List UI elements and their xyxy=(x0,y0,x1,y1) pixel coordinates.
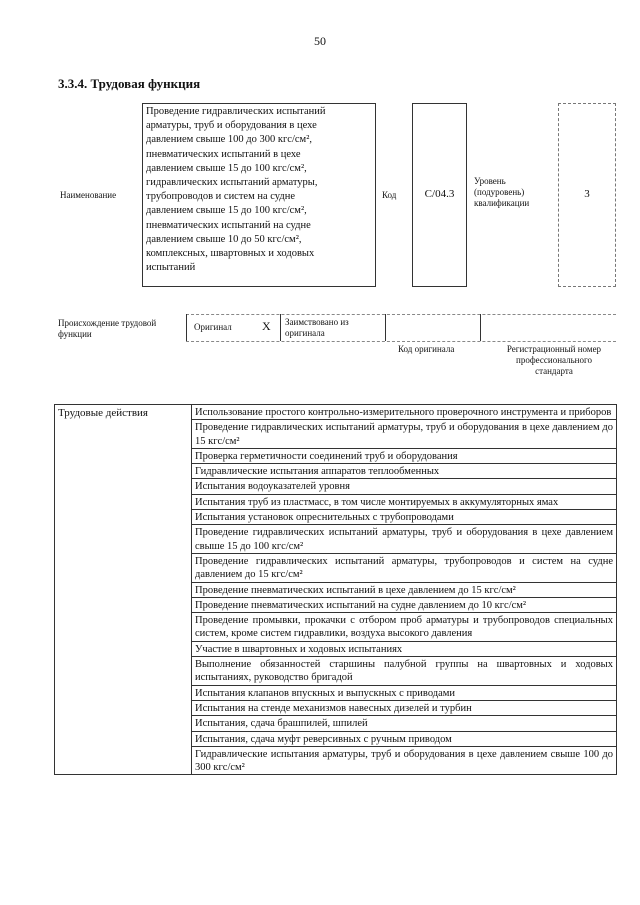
labor-action-row xyxy=(55,405,617,420)
original-label: Оригинал xyxy=(194,322,232,332)
borrowed-label: Заимствовано из оригинала xyxy=(285,317,349,338)
labor-action-text: Испытания труб из пластмасс, в том числе монтируемых в аккумуляторных ямах xyxy=(192,494,617,509)
reg-number-caption: Регистрационный номер профессионального стандарта xyxy=(506,344,602,376)
labor-actions-table xyxy=(54,404,617,775)
level-value: 3 xyxy=(584,188,590,200)
page-number: 50 xyxy=(314,34,326,48)
labor-action-text: Испытания водоуказателей уровня xyxy=(192,479,617,494)
labor-action-text: Проведение гидравлических испытаний арматуры, труб и оборудования в цехе давлением до 15 кгс/см² xyxy=(192,420,617,449)
labor-action-text: Испытания на стенде механизмов навесных дизелей и турбин xyxy=(192,700,617,715)
origin-label: Происхождение трудовой функции xyxy=(58,318,157,339)
labor-action-text: Гидравлические испытания арматуры, труб и оборудования в цехе давлением свыше 100 до 300 кгс/см² xyxy=(192,746,617,775)
level-box xyxy=(558,103,616,287)
labor-action-text: Проведение гидравлических испытаний арматуры, трубопроводов и систем на судне давлением до 15 кгс/см² xyxy=(192,553,617,582)
labor-action-text: Проведение пневматических испытаний на судне давлением до 10 кгс/см² xyxy=(192,597,617,612)
level-label: Уровень (подуровень) квалификации xyxy=(474,176,530,208)
code-original-caption: Код оригинала xyxy=(398,344,455,354)
labor-action-text: Испытания установок опреснительных с трубопроводами xyxy=(192,510,617,525)
labor-action-text: Использование простого контрольно-измерительного проверочного инструмента и приборов xyxy=(192,405,617,420)
original-mark: X xyxy=(262,319,271,333)
labor-action-text: Проведение пневматических испытаний в цехе давлением до 15 кгс/см² xyxy=(192,582,617,597)
name-box xyxy=(142,103,376,287)
name-text: Проведение гидравлических испытаний арматуры, труб и оборудования в цехе давлением свыше 100 до 300 кгс/см², пневматических испытаний в цехе давлением свыше 15 до 100 кгс/см², гидравлических испытаний арматуры, трубопроводов и систем на судне давлением свыше 15 до 100 кгс/см², пневматических испытаний на судне давлением свыше 10 до 50 кгс/см², комплексных, швартовных и ходовых испытаний xyxy=(146,106,326,274)
labor-action-text: Проведение промывки, прокачки с отбором проб арматуры и трубопроводов специальных систем, кроме систем гидравлики, воздуха высокого давления xyxy=(192,613,617,642)
code-label: Код xyxy=(382,190,397,200)
section-title: 3.3.4. Трудовая функция xyxy=(58,76,201,91)
name-label: Наименование xyxy=(60,190,117,200)
labor-action-text: Участие в швартовных и ходовых испытаниях xyxy=(192,641,617,656)
labor-action-text: Проверка герметичности соединений труб и оборудования xyxy=(192,448,617,463)
code-box xyxy=(412,103,467,287)
labor-action-text: Испытания, сдача брашпилей, шпилей xyxy=(192,716,617,731)
labor-action-text: Гидравлические испытания аппаратов теплообменных xyxy=(192,464,617,479)
labor-action-text: Испытания клапанов впускных и выпускных с приводами xyxy=(192,685,617,700)
labor-action-text: Выполнение обязанностей старшины палубной группы на швартовных и ходовых испытаниях, руководство бригадой xyxy=(192,657,617,686)
labor-action-text: Проведение гидравлических испытаний арматуры, труб и оборудования в цехе давлением свыше 15 до 100 кгс/см² xyxy=(192,525,617,554)
code-value: С/04.3 xyxy=(424,188,455,200)
labor-actions-label: Трудовые действия xyxy=(55,405,192,775)
labor-action-text: Испытания, сдача муфт реверсивных с ручным приводом xyxy=(192,731,617,746)
